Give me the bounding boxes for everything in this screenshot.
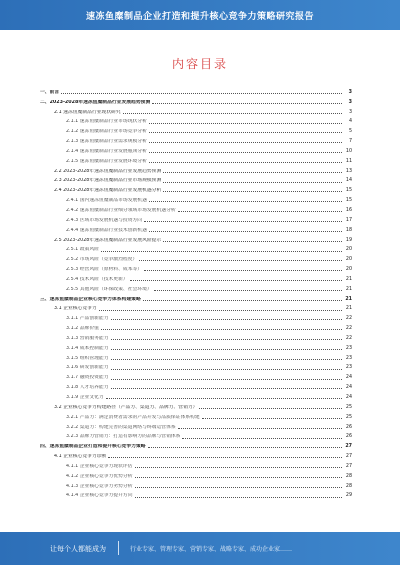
toc-entry[interactable] [40,253,352,263]
toc-entry-text: 3.1.6 研发创新能力 [66,365,109,371]
toc-page-number: 16 [345,207,352,213]
toc-page-number: 23 [345,355,352,361]
toc-entry-text: 4.1.1 企业核心竞争力现状评估 [66,463,133,469]
toc-leader-dots [202,418,342,419]
toc-page-number: 24 [345,385,352,391]
table-of-contents [40,86,352,499]
toc-leader-dots [135,497,343,498]
toc-page-number: 5 [348,129,352,135]
toc-leader-dots [163,241,342,242]
toc-entry-text: 3.2 企业核心竞争力构建路径（产品力、渠道力、品牌力、营销力） [54,404,198,410]
toc-entry-text: 4.1.2 企业核心竞争力优势分析 [66,473,133,479]
toc-entry-text: 2.5.4 技术风险（技术更新） [66,276,128,282]
toc-entry[interactable] [40,224,352,234]
toc-entry-text: 2.4 2023-2028年速冻鱼糜制品行业发展机遇分析 [54,188,162,194]
toc-leader-dots [111,388,342,389]
toc-page-number: 22 [345,316,352,322]
toc-page-number: 27 [345,444,352,450]
toc-entry[interactable] [40,362,352,372]
toc-leader-dots [178,428,342,429]
toc-entry-text: 2.5.2 市场风险（竞争激烈程度） [66,257,138,263]
toc-entry-text: 4.1 企业核心竞争力诊断 [54,454,107,460]
toc-page-number: 25 [345,404,352,410]
toc-leader-dots [154,290,342,291]
toc-page-number: 27 [345,454,352,460]
toc-leader-dots [149,123,342,124]
footer-divider [118,541,119,555]
toc-entry[interactable] [40,490,352,500]
toc-page-number: 13 [345,168,352,174]
toc-entry[interactable] [40,165,352,175]
toc-leader-dots [111,359,342,360]
toc-page-number: 3 [348,109,352,115]
toc-leader-dots [149,142,342,143]
toc-leader-dots [178,211,342,212]
toc-entry-text: 3.1.2 品牌价值 [66,326,99,332]
toc-page-number: 23 [345,345,352,351]
toc-page-number: 15 [345,188,352,194]
toc-entry[interactable] [40,106,352,116]
toc-leader-dots [149,152,342,153]
toc-page-number: 28 [345,483,352,489]
toc-leader-dots [135,487,343,488]
toc-entry[interactable] [40,86,352,96]
toc-entry[interactable] [40,263,352,273]
toc-entry[interactable] [40,411,352,421]
toc-page-number: 20 [345,257,352,263]
toc-entry-text: 2.1.4 速冻鱼糜制品行业发展瓶颈分析 [66,148,147,154]
toc-page-number: 3 [348,89,352,95]
toc-page-number: 21 [345,296,352,302]
toc-entry-text: 2.5.1 政策风险 [66,247,99,253]
toc-page-number: 22 [345,335,352,341]
toc-entry-text: 3.2.1 产品力：满足消费者需求的产品开发与品质保证体系构建 [66,414,200,420]
toc-entry-text: 3.1 企业核心竞争力 [54,306,97,312]
toc-entry[interactable] [40,214,352,224]
footer-slogan: 让每个人都能成为 [50,545,106,553]
toc-page-number: 10 [345,148,352,154]
toc-leader-dots [199,408,342,409]
toc-leader-dots [101,251,342,252]
toc-entry-text: 2.1.5 速冻鱼糜制品行业发展环境分析 [66,158,147,164]
report-title: 速冻鱼糜制品企业打造和提升核心竞争力策略研究报告 [85,12,314,22]
toc-entry-text: 2.4.2 速冻鱼糜制品行业细分领域市场发展机遇分析 [66,207,176,213]
toc-entry-text: 2.3 2023-2028年速冻鱼糜制品行业市场规模预测 [54,178,162,184]
toc-entry-text: 3.1.7 融资投资能力 [66,375,109,381]
toc-entry[interactable] [40,116,352,126]
toc-entry-text: 4.1.4 企业核心竞争力提升方向 [66,493,133,499]
toc-entry-text: 3.1.8 人才培养能力 [66,385,109,391]
toc-page-number: 15 [345,198,352,204]
toc-page-number: 18 [345,227,352,233]
toc-entry[interactable] [40,184,352,194]
toc-entry-text: 3.1.9 企业文化力 [66,395,104,400]
toc-entry-text: 2.2 2023-2028年速冻鱼糜制品行业发展趋势预测 [54,168,162,174]
toc-leader-dots [135,477,343,478]
toc-page-number: 21 [345,306,352,312]
toc-page-number: 24 [345,375,352,381]
toc-leader-dots [152,103,342,104]
toc-entry-text: 2.5.3 经营风险（原材料、成本等） [66,267,143,273]
toc-page-number: 24 [345,395,352,400]
toc-entry[interactable] [40,155,352,165]
toc-leader-dots [163,182,342,183]
toc-entry[interactable] [40,204,352,214]
toc-entry[interactable] [40,125,352,135]
toc-entry[interactable] [40,342,352,352]
toc-leader-dots [163,172,342,173]
toc-leader-dots [111,339,342,340]
toc-entry[interactable] [40,273,352,283]
toc-entry-text: 3.1.3 营销服务能力 [66,335,109,341]
toc-entry[interactable] [40,283,352,293]
toc-entry[interactable] [40,371,352,381]
toc-entry[interactable] [40,352,352,362]
toc-entry[interactable] [40,391,352,401]
toc-leader-dots [149,201,342,202]
toc-entry[interactable] [40,145,352,155]
toc-entry[interactable] [40,135,352,145]
toc-entry-text: 2.4.4 速冻鱼糜制品行业技术创新机遇 [66,227,147,233]
toc-leader-dots [148,447,342,448]
toc-page-number: 14 [345,178,352,184]
toc-entry[interactable] [40,175,352,185]
toc-entry[interactable] [40,480,352,490]
toc-leader-dots [182,438,342,439]
toc-entry[interactable] [40,431,352,441]
toc-leader-dots [163,191,342,192]
toc-leader-dots [99,310,342,311]
toc-leader-dots [130,280,342,281]
footer-tagline: 行业专家、管理专家、营销专家、战略专家、成功企业家…… [130,546,293,553]
header-banner [0,0,400,30]
toc-page-number: 7 [348,139,352,145]
toc-entry-text: 3.2.3 品牌力营销力：打造有影响力的品牌与营销体系 [66,434,181,440]
toc-leader-dots [111,369,342,370]
toc-page-number: 17 [345,217,352,223]
toc-entry-text: 2.4.3 区域市场发展机遇与投资方向 [66,217,143,223]
toc-entry[interactable] [40,470,352,480]
toc-entry-text: 3.1.4 成本控制能力 [66,345,109,351]
toc-entry[interactable] [40,450,352,460]
toc-entry[interactable] [40,96,352,106]
toc-entry[interactable] [40,440,352,450]
toc-entry-text: 3.2.2 渠道力：构建完善的渠道网络与终端运营体系 [66,424,176,430]
toc-entry[interactable] [40,381,352,391]
toc-page-number: 21 [345,286,352,292]
toc-entry-text: 一、前言 [40,89,60,95]
toc-leader-dots [111,319,342,320]
toc-entry[interactable] [40,293,352,303]
toc-leader-dots [101,329,342,330]
toc-leader-dots [149,231,342,232]
toc-leader-dots [135,467,343,468]
toc-leader-dots [61,93,342,94]
toc-page-number: 11 [345,158,352,164]
toc-heading: 内容目录 [171,57,228,71]
toc-leader-dots [144,221,342,222]
toc-page-number: 29 [345,493,352,499]
toc-leader-dots [123,113,342,114]
toc-entry-text: 2.1.2 速冻鱼糜制品行业市场竞争分析 [66,129,147,135]
toc-leader-dots [144,270,342,271]
toc-page-number: 27 [345,463,352,469]
toc-entry-text: 2.1.1 速冻鱼糜制品行业市场现状分析 [66,119,147,125]
toc-page-number: 25 [345,414,352,420]
toc-leader-dots [139,260,342,261]
toc-page-number: 19 [345,237,352,243]
toc-entry-text: 4.1.3 企业核心竞争力劣势分析 [66,483,133,489]
toc-page-number: 20 [345,267,352,273]
toc-page-number: 28 [345,473,352,479]
toc-entry-text: 2.1.3 速冻鱼糜制品行业需求规模分析 [66,139,147,145]
toc-entry-text: 2.4.1 国内速冻鱼糜制品市场发展机遇 [66,198,147,204]
toc-entry-text: 2.1 速冻鱼糜制品行业现状研究 [54,109,121,115]
toc-entry-text: 2.5 2023-2028年速冻鱼糜制品行业发展风险提示 [54,237,162,243]
toc-page-number: 21 [345,276,352,282]
toc-entry-text: 二、2023-2028年速冻鱼糜制品行业发展趋势预测 [40,99,151,105]
toc-entry[interactable] [40,460,352,470]
toc-leader-dots [111,379,342,380]
toc-entry[interactable] [40,312,352,322]
toc-entry[interactable] [40,244,352,254]
toc-leader-dots [149,132,342,133]
toc-leader-dots [143,300,342,301]
toc-page-number: 20 [345,247,352,253]
toc-entry-text: 3.1.5 组织管理能力 [66,355,109,361]
toc-page-number: 26 [345,434,352,440]
toc-entry[interactable] [40,234,352,244]
footer-banner [0,532,400,565]
toc-leader-dots [108,457,342,458]
toc-entry[interactable] [40,332,352,342]
toc-page-number: 3 [348,99,352,105]
toc-leader-dots [111,349,342,350]
toc-entry[interactable] [40,421,352,431]
toc-page-number: 26 [345,424,352,430]
toc-entry-text: 3.1.1 产品创新能力 [66,316,109,322]
toc-leader-dots [149,162,342,163]
toc-entry-text: 四、速冻鱼糜制品企业打造和提升核心竞争力策略 [40,444,146,450]
toc-leader-dots [106,398,342,399]
toc-entry-text: 三、速冻鱼糜制品企业核心竞争力体系构建策略 [40,296,141,302]
toc-entry-text: 2.5.5 其他风险（环保政策、社会环境） [66,286,152,292]
toc-page-number: 4 [348,119,352,125]
toc-entry[interactable] [40,401,352,411]
toc-entry[interactable] [40,322,352,332]
toc-entry[interactable] [40,194,352,204]
toc-page-number: 22 [345,326,352,332]
toc-page-number: 23 [345,365,352,371]
toc-entry[interactable] [40,303,352,313]
